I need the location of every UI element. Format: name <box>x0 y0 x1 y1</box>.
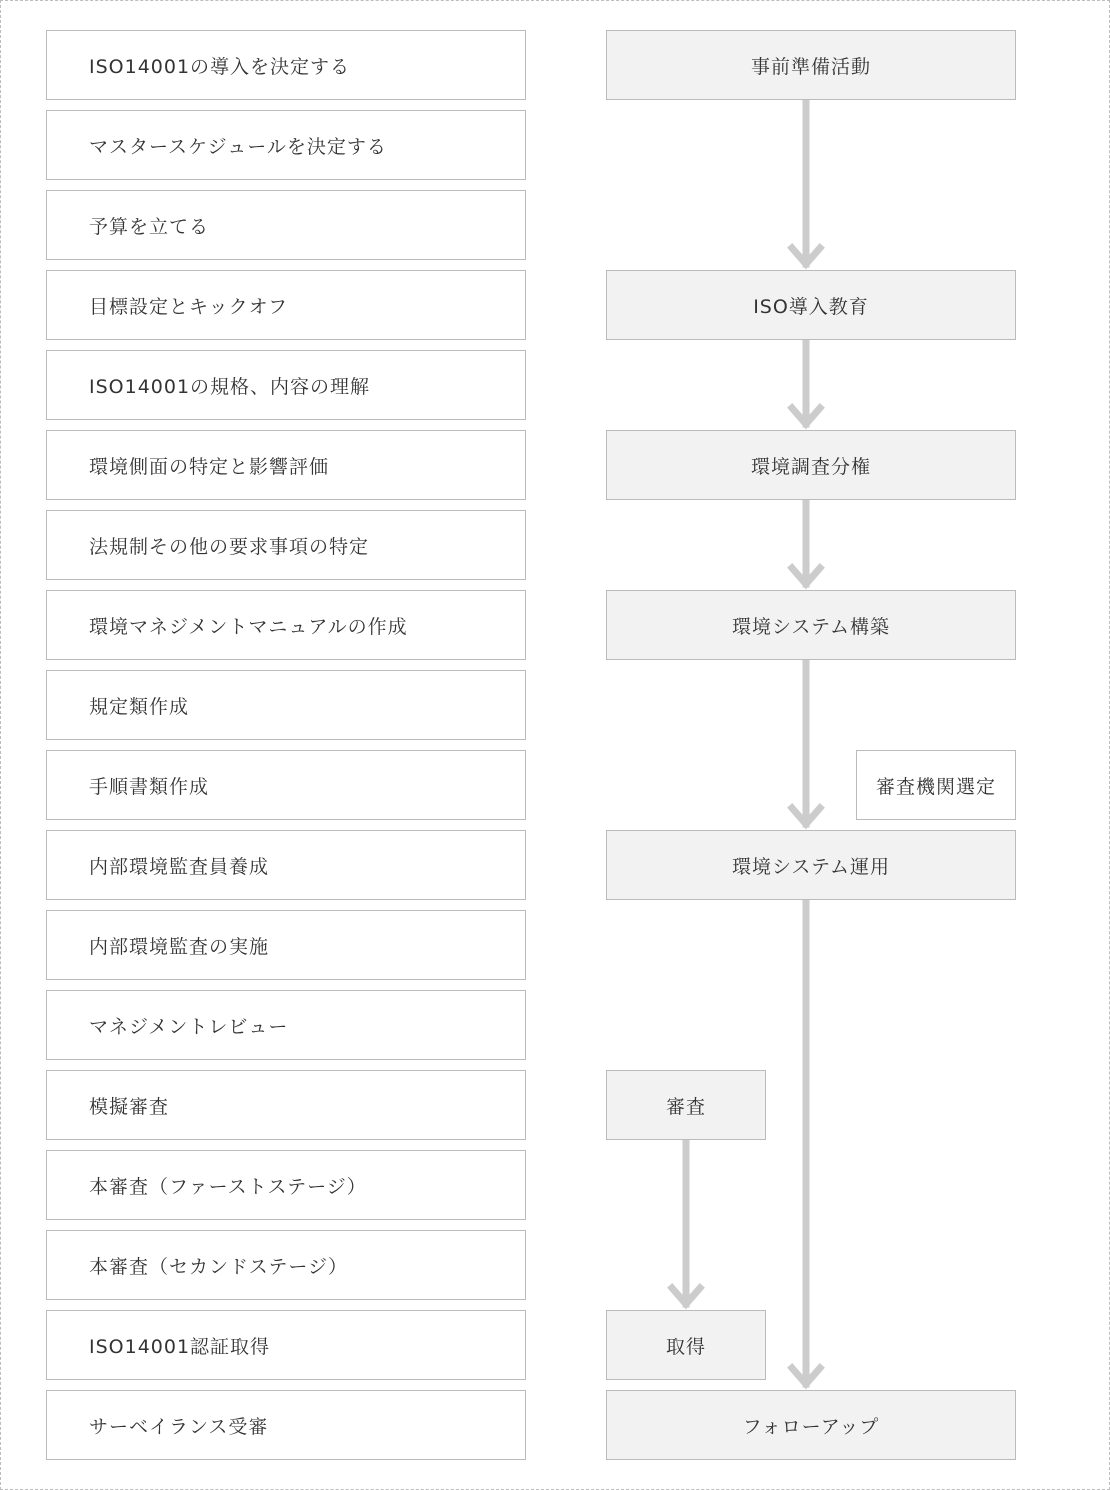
phase-audit: 審査 <box>606 1070 766 1140</box>
phase-system-operation: 環境システム運用 <box>606 830 1016 900</box>
step-second-stage-audit: 本審査（セカンドステージ） <box>46 1230 526 1300</box>
step-goal-kickoff: 目標設定とキックオフ <box>46 270 526 340</box>
step-understand-standard: ISO14001の規格、内容の理解 <box>46 350 526 420</box>
step-internal-audit: 内部環境監査の実施 <box>46 910 526 980</box>
phase-pre-activity: 事前準備活動 <box>606 30 1016 100</box>
step-regulations: 規定類作成 <box>46 670 526 740</box>
step-manual-creation: 環境マネジメントマニュアルの作成 <box>46 590 526 660</box>
phase-acquisition: 取得 <box>606 1310 766 1380</box>
phase-system-build: 環境システム構築 <box>606 590 1016 660</box>
phase-iso-education: ISO導入教育 <box>606 270 1016 340</box>
step-internal-auditor-training: 内部環境監査員養成 <box>46 830 526 900</box>
phase-follow-up: フォローアップ <box>606 1390 1016 1460</box>
step-management-review: マネジメントレビュー <box>46 990 526 1060</box>
step-certification: ISO14001認証取得 <box>46 1310 526 1380</box>
step-mock-audit: 模擬審査 <box>46 1070 526 1140</box>
phase-environment-survey: 環境調査分権 <box>606 430 1016 500</box>
step-decide-introduction: ISO14001の導入を決定する <box>46 30 526 100</box>
step-legal-requirements: 法規制その他の要求事項の特定 <box>46 510 526 580</box>
step-budget: 予算を立てる <box>46 190 526 260</box>
step-first-stage-audit: 本審査（ファーストステージ） <box>46 1150 526 1220</box>
phase-audit-body-selection: 審査機関選定 <box>856 750 1016 820</box>
step-surveillance: サーベイランス受審 <box>46 1390 526 1460</box>
step-procedures: 手順書類作成 <box>46 750 526 820</box>
step-master-schedule: マスタースケジュールを決定する <box>46 110 526 180</box>
step-environmental-aspects: 環境側面の特定と影響評価 <box>46 430 526 500</box>
